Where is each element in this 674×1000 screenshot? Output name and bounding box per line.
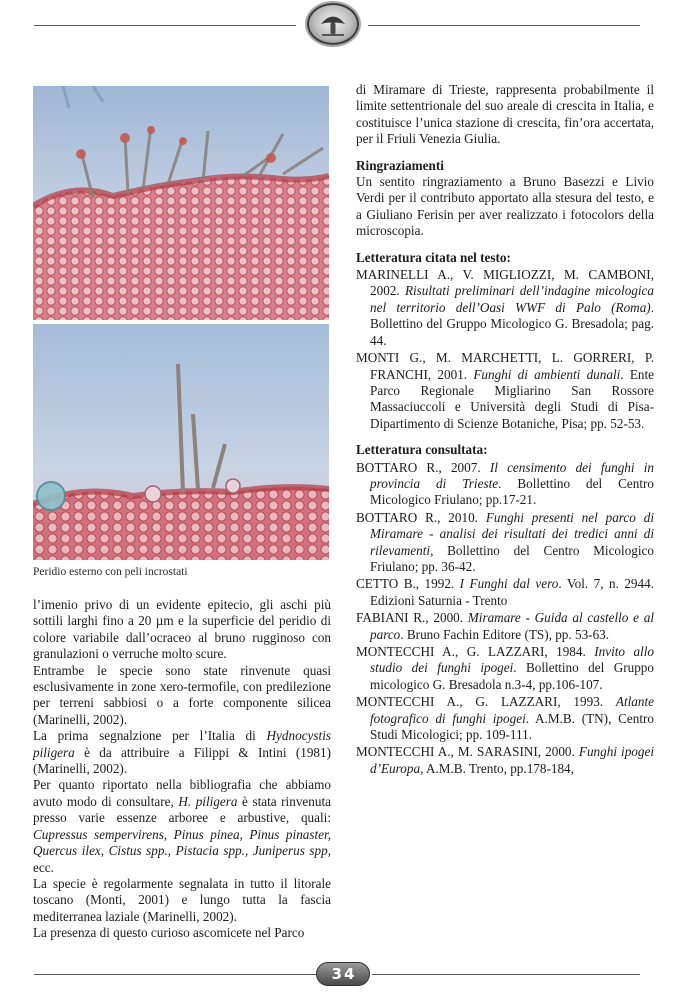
reference-entry: BOTTARO R., 2007. Il censimento dei funghi in provincia di Trieste. Bollettino del Centro Micologico Friulano; pp.17-21. (356, 459, 655, 508)
header-rule-right (368, 25, 640, 26)
reference-entry: MONTECCHI A., M. SARASINI, 2000. Funghi ipogei d’Europa, A.M.B. Trento, pp.178-184, (356, 744, 655, 776)
footer-rule-left (34, 974, 316, 975)
footer-rule-right (372, 974, 640, 975)
paragraph-habitat: Entrambe le specie sono state rinvenute quasi esclusivamente in zone xero-termofile, con predilezione per terreni sabbiosi o a forte componente silicea (Marinelli, 2002). (33, 662, 331, 727)
reference-entry: FABIANI R., 2000. Miramare - Guida al castello e al parco. Bruno Fachin Editore (TS), pp. 53-63. (356, 610, 654, 642)
cited-literature-list (356, 267, 654, 432)
paragraph-distribution: La specie è regolarmente segnalata in tutto il litorale toscano (Monti, 2001) e lungo tutta la fascia mediterranea laziale (Marinelli, 2002). (33, 875, 331, 924)
reference-entry: MONTI G., M. MARCHETTI, L. GORRERI, P. FRANCHI, 2001. Funghi di ambienti dunali. Ente Parco Regionale Migliarino San Rossore Massaciuccoli e Università degli Studi di Pisa-Dipartimento di Scienze Botaniche, Pisa; pp. 52-53. (356, 350, 654, 431)
right-text-column (356, 82, 654, 777)
reference-entry: MARINELLI A., V. MIGLIOZZI, M. CAMBONI, 2002. Risultati preliminari dell’indagine micologica nel territorio dell’Oasi WWF di Palo (Roma). Bollettino del Gruppo Micologico G. Bresadola; pag. 44. (356, 267, 654, 348)
photo-caption: Peridio esterno con peli incrostati (33, 566, 188, 578)
cited-literature-heading: Letteratura citata nel testo: (356, 249, 511, 265)
reference-entry: MONTECCHI A., G. LAZZARI, 1993. Atlante fotografico di funghi ipogei. A.M.B. (TN), Centro Studi Micologici; pp. 109-111. (356, 694, 654, 743)
paragraph-presence: La presenza di questo curioso ascomicete nel Parco (33, 925, 305, 941)
paragraph-hymenium: l’imenio privo di un evidente epitecio, gli aschi più sottili larghi fino a 20 µm e la superficie del peridio di colore variabile dall’ocraceo al bruno rugginoso con granulazioni o verruche molto scure. (33, 597, 331, 662)
header-rule-left (34, 25, 296, 26)
paragraph-first-report: La prima segnalzione per l’Italia di Hydnocystis piligera è da attribuire a Filippi & Intini (1981) (Marinelli, 2002). (33, 728, 331, 777)
reference-entry: CETTO B., 1992. I Funghi dal vero. Vol. 7, n. 2944. Edizioni Saturnia - Trento (356, 576, 655, 608)
page-number-badge (316, 962, 370, 986)
left-text-column (33, 597, 331, 942)
reference-entry: MONTECCHI A., G. LAZZARI, 1984. Invito allo studio dei funghi ipogei. Bollettino del Gruppo micologico G. Bresadola n.3-4, pp.106-107. (356, 644, 654, 692)
microscopy-photo-bottom (33, 324, 329, 560)
paragraph-continuation: di Miramare di Trieste, rappresenta probabilmente il limite settentrionale del suo areale di crescita in Italia, e costituisce l’unica stazione di crescita, fin’ora accertata, per il Friuli Venezia Giulia. (356, 82, 654, 147)
paragraph-host-plants: Per quanto riportato nella bibliografia che abbiamo avuto modo di consultare, H. piligera è stata rinvenuta presso varie essenze arboree e arbustive, quali: Cupressus sempervirens, Pinus pinea, Pinus pinaster, Quercus ilex, Cistus spp., Pistacia spp., Juniperus spp, ecc. (33, 777, 331, 875)
mushroom-emblem-icon (307, 3, 359, 45)
page-number: 34 (331, 965, 357, 983)
consulted-literature-list (356, 460, 654, 778)
thanks-paragraph: Un sentito ringraziamento a Bruno Basezzi e Livio Verdi per il contributo apportato alla stesura del testo, e a Giuliano Ferisin per aver realizzato i fotocolors della microscopia. (356, 174, 654, 239)
thanks-heading: Ringraziamenti (356, 157, 444, 173)
microscopy-photo-top (33, 86, 329, 320)
reference-entry: BOTTARO R., 2010. Funghi presenti nel parco di Miramare - analisi dei risultati dei tredici anni di rilevamenti, Bollettino del Centro Micologico Friulano; pp. 36-42. (356, 509, 654, 574)
consulted-literature-heading: Letteratura consultata: (356, 442, 488, 458)
